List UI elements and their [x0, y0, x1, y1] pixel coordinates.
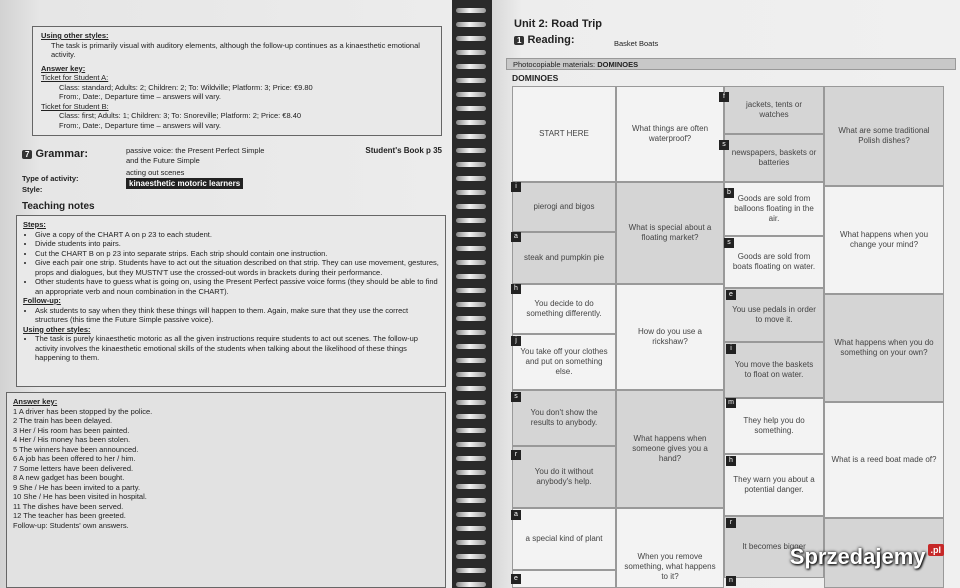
- domino-cell: What happens when you do something on your own?: [824, 294, 944, 402]
- domino-cell: newspapers, baskets or batteries: [724, 134, 824, 182]
- ticket-a-line2: From:, Date:, Departure time – answers will vary.: [59, 92, 221, 101]
- letter-marker: i: [726, 344, 736, 354]
- domino-cell: What things are often waterproof?: [616, 86, 724, 182]
- teaching-notes-heading: Teaching notes: [22, 201, 95, 212]
- binding-coil: [456, 22, 486, 27]
- binding-coil: [456, 344, 486, 349]
- binding-coil: [456, 162, 486, 167]
- binding-coil: [456, 246, 486, 251]
- domino-cell: You don't show the results to anybody.: [512, 390, 616, 446]
- letter-marker: b: [724, 188, 734, 198]
- reading-topic: Basket Boats: [614, 39, 659, 48]
- grammar-topic-line1: passive voice: the Present Perfect Simple: [126, 146, 265, 155]
- step-item: • Give each pair one strip. Students have to act out the situation described on that strip. They can use movement, gestures, props and dialogues, but they MUSTN'T use the crossed-out words in brackets during their performance.: [35, 258, 439, 277]
- domino-cell: [512, 570, 616, 588]
- reading-heading-row: [514, 34, 575, 46]
- activity-value: acting out scenes: [126, 168, 185, 177]
- binding-coil: [456, 316, 486, 321]
- letter-marker: f: [719, 92, 729, 102]
- ticket-a-title: Ticket for Student A:: [41, 73, 109, 82]
- watermark-badge: .pl: [928, 544, 945, 556]
- step-item: • Give a copy of the CHART A on p 23 to each student.: [35, 230, 439, 240]
- photocopiable-label: Photocopiable materials:: [513, 60, 596, 69]
- binding-coil: [456, 456, 486, 461]
- style-value: kinaesthetic motoric learners: [126, 178, 243, 189]
- binding-coil: [456, 274, 486, 279]
- binding-coil: [456, 526, 486, 531]
- letter-marker: s: [724, 238, 734, 248]
- answer-followup: Follow-up: Students' own answers.: [13, 520, 129, 530]
- binding-coil: [456, 386, 486, 391]
- step-item: • Divide students into pairs.: [35, 239, 439, 249]
- binding-coil: [456, 372, 486, 377]
- letter-marker: h: [726, 456, 736, 466]
- grammar-topic-line2: and the Future Simple: [126, 155, 200, 165]
- grammar-section: [22, 146, 442, 192]
- answer-item: 12 The teacher has been greeted.: [13, 511, 126, 520]
- letter-marker: m: [726, 398, 736, 408]
- answer-item: 7 Some letters have been delivered.: [13, 463, 134, 473]
- letter-marker: s: [511, 392, 521, 402]
- domino-cell: You do it without anybody's help.: [512, 446, 616, 508]
- photocopiable-value: DOMINOES: [597, 60, 639, 69]
- binding-coil: [456, 302, 486, 307]
- binding-coil: [456, 484, 486, 489]
- answer-item: 5 The winners have been announced.: [13, 444, 139, 454]
- grammar-badge: 7: [22, 150, 32, 159]
- binding-coil: [456, 148, 486, 153]
- answer-item: 8 A new gadget has been bought.: [13, 473, 125, 482]
- letter-marker: e: [511, 574, 521, 584]
- binding-coil: [456, 106, 486, 111]
- binding-coil: [456, 176, 486, 181]
- binding-coil: [456, 400, 486, 405]
- watermark-logo: [790, 544, 944, 570]
- other-styles-text: The task is primarily visual with auditory elements, although the follow-up continues as a kinaesthetic emotional activity.: [51, 40, 420, 59]
- other-styles-title-2: Using other styles:: [23, 324, 91, 334]
- other-styles-title: Using other styles:: [41, 31, 109, 40]
- domino-cell: You use pedals in order to move it.: [724, 288, 824, 342]
- domino-cell: When you remove something, what happens to it?: [616, 508, 724, 588]
- binding-coil: [456, 442, 486, 447]
- domino-cell: They warn you about a potential danger.: [724, 454, 824, 516]
- domino-cell: You move the baskets to float on water.: [724, 342, 824, 398]
- binding-coil: [456, 498, 486, 503]
- letter-marker: n: [726, 576, 736, 586]
- grammar-heading-row: [22, 148, 88, 160]
- domino-cell: Goods are sold from boats floating on water.: [724, 236, 824, 288]
- letter-marker: r: [726, 518, 736, 528]
- followup-title: Follow-up:: [23, 296, 61, 305]
- step-item: • Other students have to guess what is going on, using the Present Perfect passive voice forms (they should be able to find an appropriate verb and noun combination in the CHART).: [35, 277, 439, 296]
- binding-coil: [456, 92, 486, 97]
- binding-coil: [456, 50, 486, 55]
- binding-coil: [456, 134, 486, 139]
- dominoes-table: [512, 86, 944, 588]
- answer-key-title: Answer key:: [41, 63, 86, 73]
- binding-coil: [456, 120, 486, 125]
- letter-marker: e: [726, 290, 736, 300]
- domino-cell: You decide to do something differently.: [512, 284, 616, 334]
- binding-coil: [456, 554, 486, 559]
- answer-item: 6 A job has been offered to her / him.: [13, 454, 136, 463]
- activity-label: Type of activity:: [22, 174, 79, 183]
- domino-cell: Goods are sold from balloons floating in the air.: [724, 182, 824, 236]
- step-item: • Cut the CHART B on p 23 into separate strips. Each strip should contain one instruction.: [35, 249, 439, 259]
- binding-coil: [456, 512, 486, 517]
- domino-cell: They help you do something.: [724, 398, 824, 454]
- answer-key-title-2: Answer key:: [13, 397, 58, 406]
- answer-item: 3 Her / His room has been painted.: [13, 425, 130, 435]
- grammar-heading: Grammar:: [35, 148, 89, 160]
- style-label: Style:: [22, 185, 43, 194]
- binding-coil: [456, 358, 486, 363]
- domino-cell: START HERE: [512, 86, 616, 182]
- binding-coil: [456, 204, 486, 209]
- followup-list: [23, 306, 439, 325]
- steps-title: Steps:: [23, 220, 46, 229]
- unit-title: Unit 2: Road Trip: [514, 18, 602, 30]
- domino-cell: What is special about a floating market?: [616, 182, 724, 284]
- steps-list: [23, 230, 439, 297]
- binding-coil: [456, 218, 486, 223]
- followup-text: • Ask students to say when they think these things will happen to them. Again, make sure that they use the correct structures (this time the Future Simple passive voice).: [35, 306, 439, 325]
- domino-cell: What is a reed boat made of?: [824, 402, 944, 518]
- answer-key-box: [6, 392, 446, 588]
- binding-coil: [456, 190, 486, 195]
- other-styles-list: [23, 334, 439, 363]
- other-styles-text-2: • The task is purely kinaesthetic motoric as all the given instructions require students to act out scenes. The follow-up activity involves the kinaesthetic emotional skills of the students when talking about the likelihood of these things happening to them.: [35, 334, 439, 363]
- watermark-text: Sprzedajemy: [789, 544, 926, 569]
- answer-item: 9 She / He has been invited to a party.: [13, 482, 141, 492]
- binding-coil: [456, 8, 486, 13]
- domino-cell: What happens when someone gives you a hand?: [616, 390, 724, 508]
- domino-cell: pierogi and bigos: [512, 182, 616, 232]
- letter-marker: r: [511, 450, 521, 460]
- teaching-notes-box: [16, 215, 446, 387]
- binding-coil: [456, 568, 486, 573]
- dominoes-title: DOMINOES: [512, 73, 559, 83]
- answer-item: 2 The train has been delayed.: [13, 416, 113, 425]
- book-reference: Student's Book p 35: [365, 146, 442, 155]
- binding-coil: [456, 232, 486, 237]
- ticket-b-title: Ticket for Student B:: [41, 101, 109, 111]
- ticket-a-line1: Class: standard; Adults: 2; Children: 2; To: Wildville; Platform: 3; Price: €9.80: [59, 82, 313, 92]
- binding-coil: [456, 64, 486, 69]
- letter-marker: h: [511, 284, 521, 294]
- left-page: [0, 0, 452, 588]
- spiral-binding: [452, 0, 492, 588]
- answer-item: 10 She / He has been visited in hospital.: [13, 492, 147, 501]
- domino-cell: What are some traditional Polish dishes?: [824, 86, 944, 186]
- domino-cell: What happens when you change your mind?: [824, 186, 944, 294]
- domino-cell: jackets, tents or watches: [724, 86, 824, 134]
- binding-coil: [456, 470, 486, 475]
- domino-cell: It becomes bigger: [724, 516, 824, 578]
- domino-cell: You take off your clothes and put on something else.: [512, 334, 616, 390]
- letter-marker: s: [719, 140, 729, 150]
- grammar-topic: [126, 146, 264, 165]
- binding-coil: [456, 540, 486, 545]
- ticket-b-line2: From:, Date:, Departure time – answers will vary.: [59, 120, 221, 130]
- reading-label: Reading:: [527, 34, 575, 46]
- domino-cell: steak and pumpkin pie: [512, 232, 616, 284]
- letter-marker: j: [511, 336, 521, 346]
- answer-item: 4 Her / His money has been stolen.: [13, 435, 131, 444]
- top-info-box: [32, 26, 442, 136]
- binding-coil: [456, 36, 486, 41]
- binding-coil: [456, 330, 486, 335]
- reading-badge: 1: [514, 36, 524, 45]
- answer-item: 1 A driver has been stopped by the police.: [13, 406, 153, 416]
- answer-item: 11 The dishes have been served.: [13, 501, 124, 511]
- letter-marker: a: [511, 510, 521, 520]
- binding-coil: [456, 288, 486, 293]
- letter-marker: i: [511, 182, 521, 192]
- binding-coil: [456, 428, 486, 433]
- domino-cell: How do you use a rickshaw?: [616, 284, 724, 390]
- binding-coil: [456, 78, 486, 83]
- binding-coil: [456, 260, 486, 265]
- ticket-b-line1: Class: first; Adults: 1; Children: 3; To: Snoreville; Platform: 2; Price: €8.40: [59, 111, 302, 120]
- binding-coil: [456, 582, 486, 587]
- binding-coil: [456, 414, 486, 419]
- domino-cell: a special kind of plant: [512, 508, 616, 570]
- letter-marker: a: [511, 232, 521, 242]
- photocopiable-bar: [506, 58, 956, 70]
